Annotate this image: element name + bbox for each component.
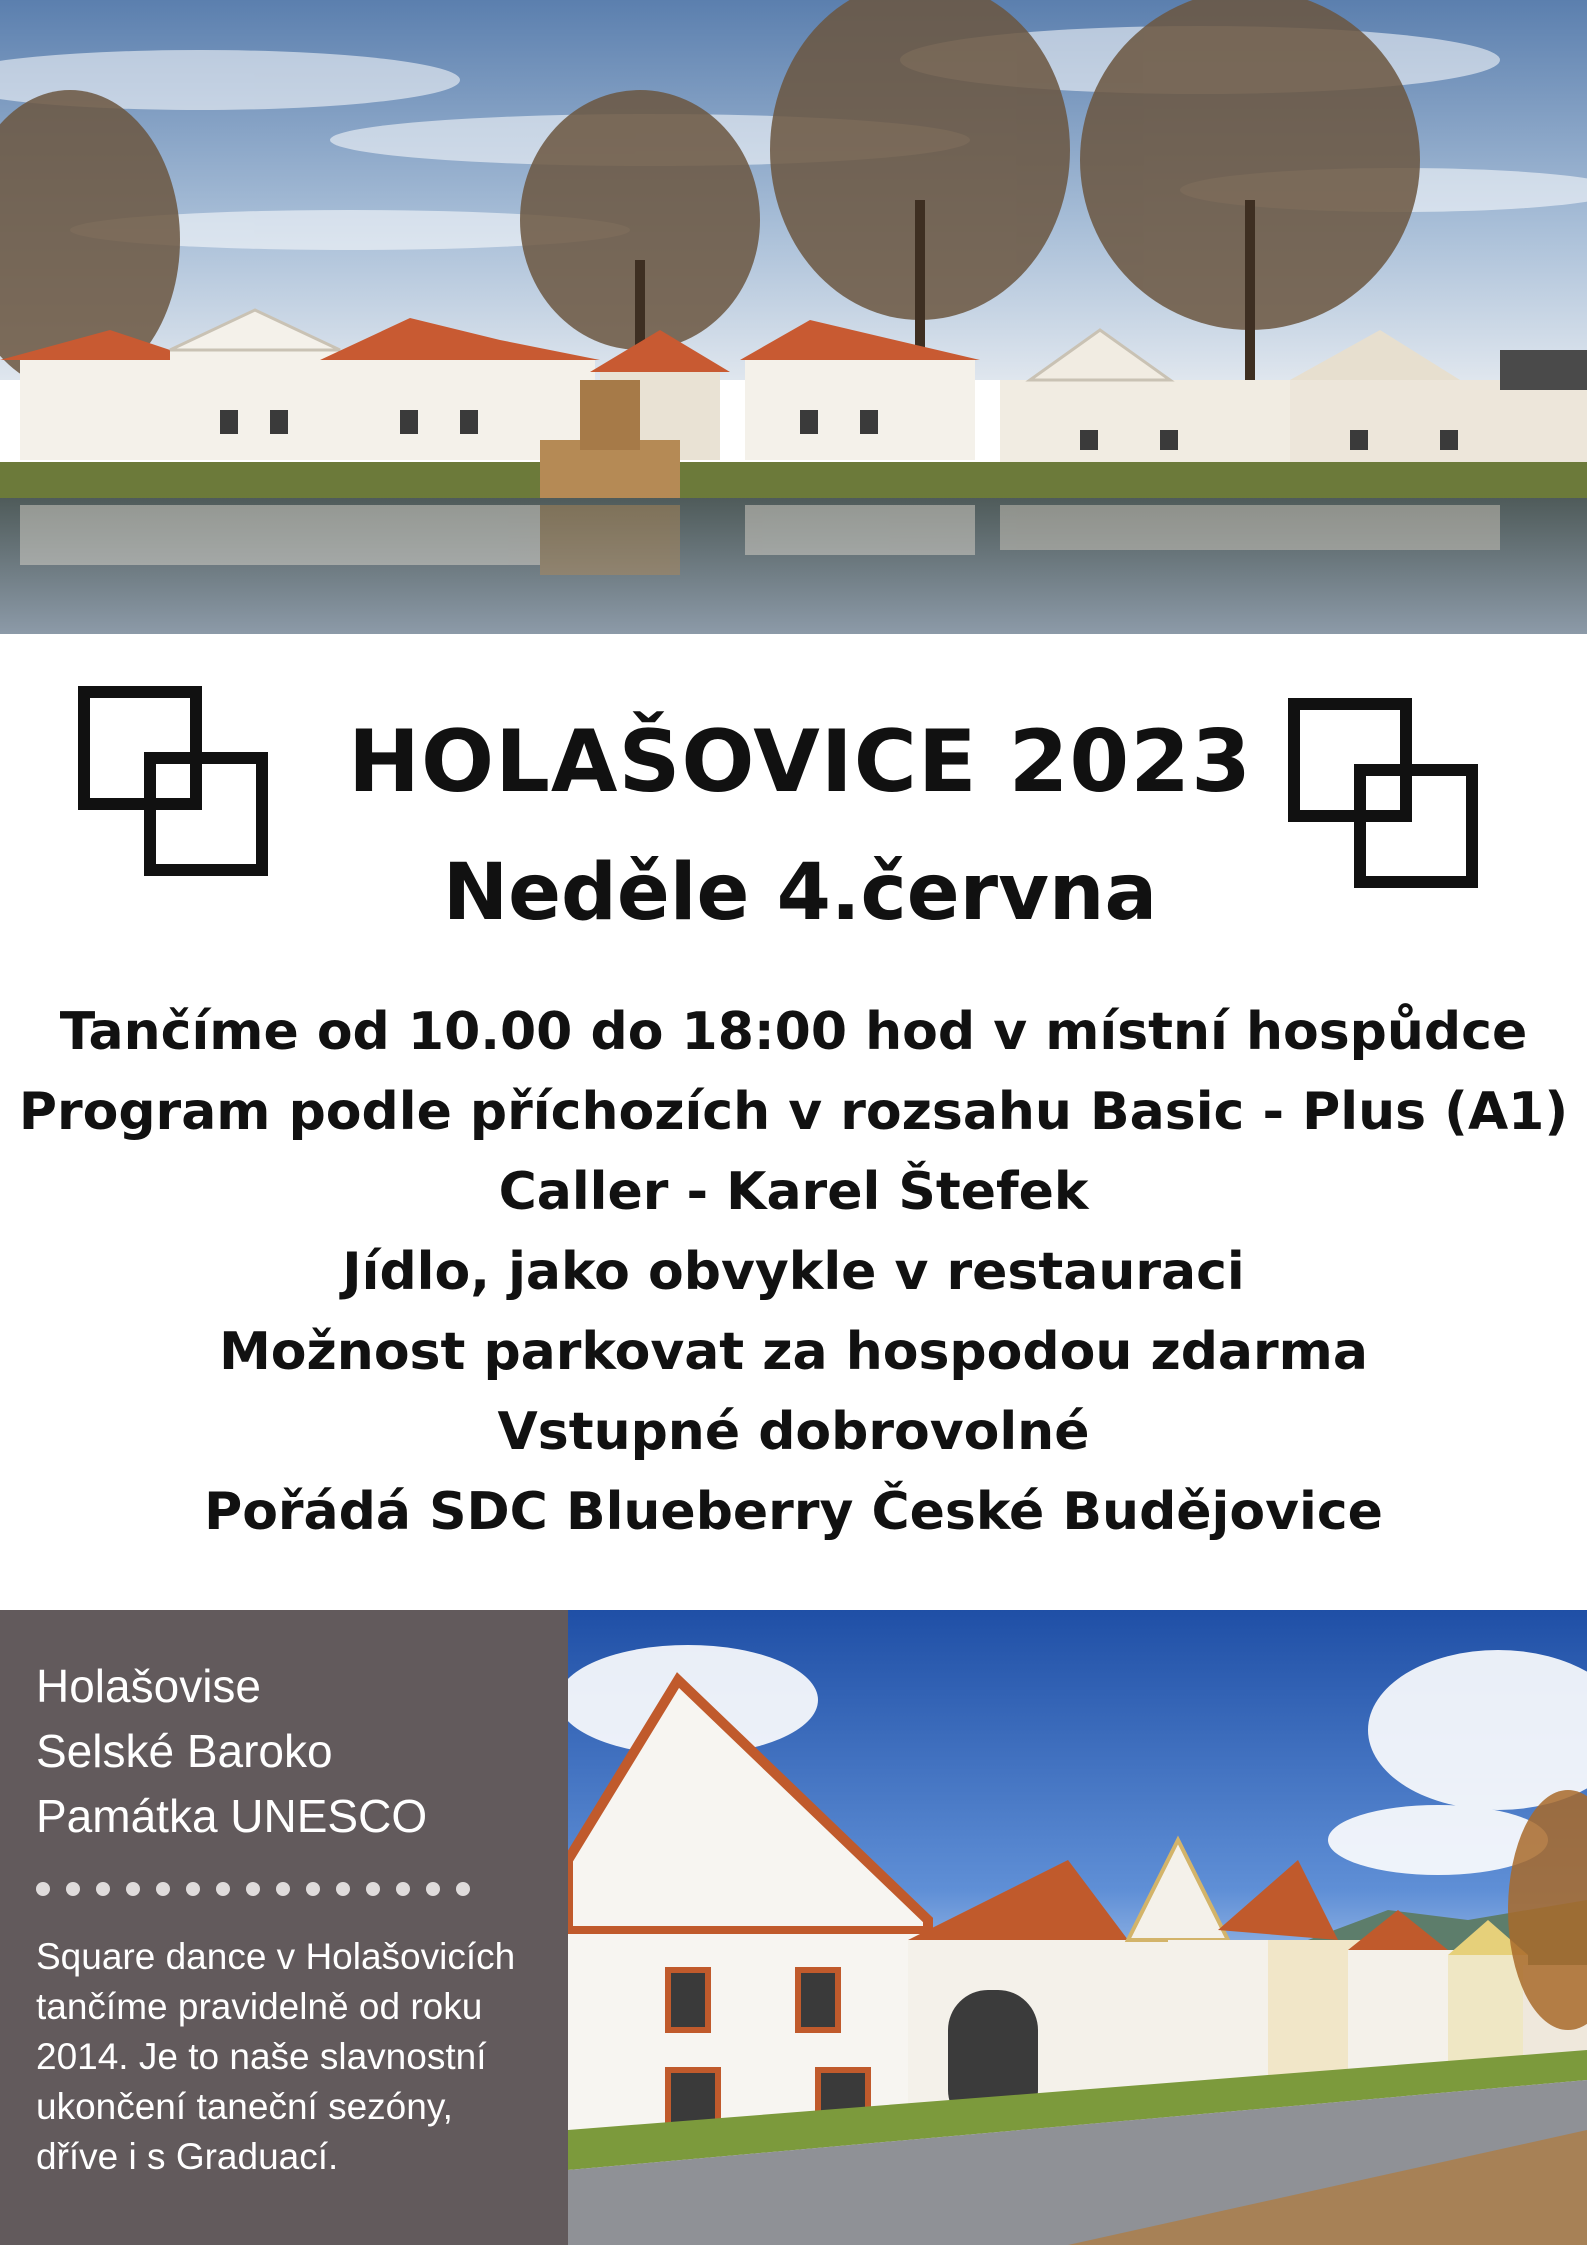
detail-food: Jídlo, jako obvykle v restauraci bbox=[342, 1242, 1245, 1302]
info-panel-text bbox=[36, 1932, 566, 2182]
square-shape bbox=[1354, 764, 1478, 888]
text-line: Square dance v Holašovicích bbox=[36, 1936, 516, 1977]
text-line: ukončení taneční sezóny, bbox=[36, 2086, 453, 2127]
text-line: dříve i s Graduací. bbox=[36, 2136, 339, 2177]
event-details bbox=[0, 992, 1587, 1552]
detail-caller: Caller - Karel Štefek bbox=[498, 1162, 1089, 1222]
hero-photo-village-pond bbox=[0, 0, 1587, 634]
detail-program: Program podle příchozích v rozsahu Basic - Plus (A1) bbox=[18, 1082, 1569, 1142]
heading-line: Selské Baroko bbox=[36, 1725, 333, 1777]
hero-illustration bbox=[0, 0, 1587, 634]
detail-organizer: Pořádá SDC Blueberry České Budějovice bbox=[204, 1482, 1383, 1542]
text-line: 2014. Je to naše slavnostní bbox=[36, 2036, 487, 2077]
street-photo bbox=[568, 1610, 1587, 2245]
info-panel-heading bbox=[36, 1654, 427, 1849]
detail-parking: Možnost parkovat za hospodou zdarma bbox=[219, 1322, 1368, 1382]
detail-entry: Vstupné dobrovolné bbox=[497, 1402, 1090, 1462]
event-date: Neděle 4.června bbox=[442, 848, 1158, 938]
square-shape bbox=[144, 752, 268, 876]
event-title: HOLAŠOVICE 2023 bbox=[348, 712, 1252, 812]
street-illustration bbox=[568, 1610, 1587, 2245]
info-panel bbox=[0, 1610, 568, 2245]
heading-line: Holašovise bbox=[36, 1660, 261, 1712]
heading-line: Památka UNESCO bbox=[36, 1790, 428, 1842]
detail-time: Tančíme od 10.00 do 18:00 hod v místní hospůdce bbox=[59, 1002, 1528, 1062]
dotted-divider bbox=[36, 1882, 536, 1906]
text-line: tančíme pravidelně od roku bbox=[36, 1986, 483, 2027]
